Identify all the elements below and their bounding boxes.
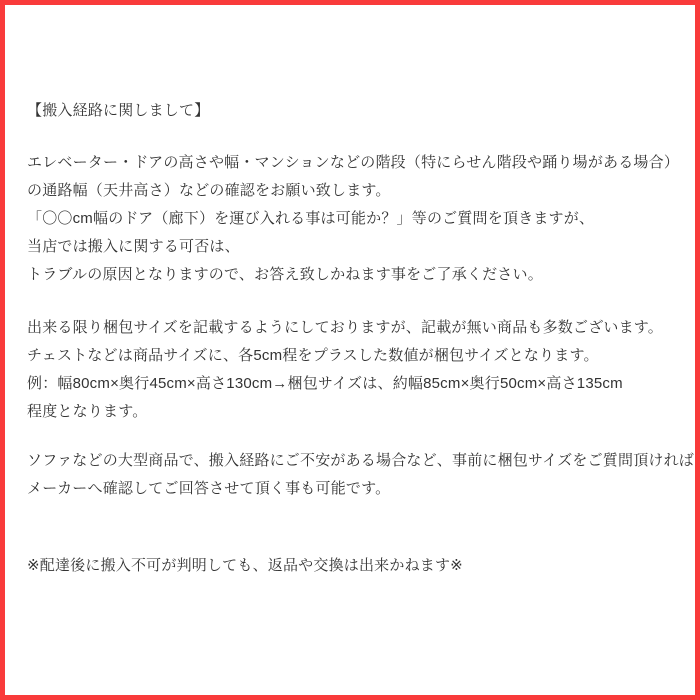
text-line: 当店では搬入に関する可否は、 bbox=[27, 238, 240, 255]
text-line: トラブルの原因となりますので、お答え致しかねます事をご了承ください。 bbox=[27, 266, 543, 283]
text-line: チェストなどは商品サイズに、各5cm程をプラスした数値が梱包サイズとなります。 bbox=[27, 347, 599, 364]
paragraph-large-items bbox=[27, 447, 695, 503]
notice-heading: 【搬入経路に関しまして】 bbox=[27, 102, 210, 119]
footnote-no-returns: ※配達後に搬入不可が判明しても、返品や交換は出来かねます※ bbox=[27, 557, 463, 574]
paragraph-packaging-size bbox=[27, 314, 679, 426]
notice-content bbox=[5, 97, 695, 580]
text-line: 「〇〇cm幅のドア（廊下）を運び入れる事は可能か？」等のご質問を頂きますが、 bbox=[27, 210, 595, 227]
text-line: メーカーへ確認してご回答させて頂く事も可能です。 bbox=[27, 480, 391, 497]
text-line: エレベーター・ドアの高さや幅・マンションなどの階段（特にらせん階段や踊り場がある場合） bbox=[27, 154, 680, 171]
text-line: ソファなどの大型商品で、搬入経路にご不安がある場合など、事前に梱包サイズをご質問頂ければ bbox=[27, 452, 695, 469]
text-line: の通路幅（天井高さ）などの確認をお願い致します。 bbox=[27, 182, 391, 199]
text-line: 出来る限り梱包サイズを記載するようにしておりますが、記載が無い商品も多数ございます。 bbox=[27, 319, 664, 336]
text-line: 程度となります。 bbox=[27, 403, 148, 420]
paragraph-carry-in-route bbox=[27, 149, 679, 289]
text-line: 例：幅80cm×奥行45cm×高さ130cm→梱包サイズは、約幅85cm×奥行50cm×高さ135cm bbox=[27, 375, 623, 392]
